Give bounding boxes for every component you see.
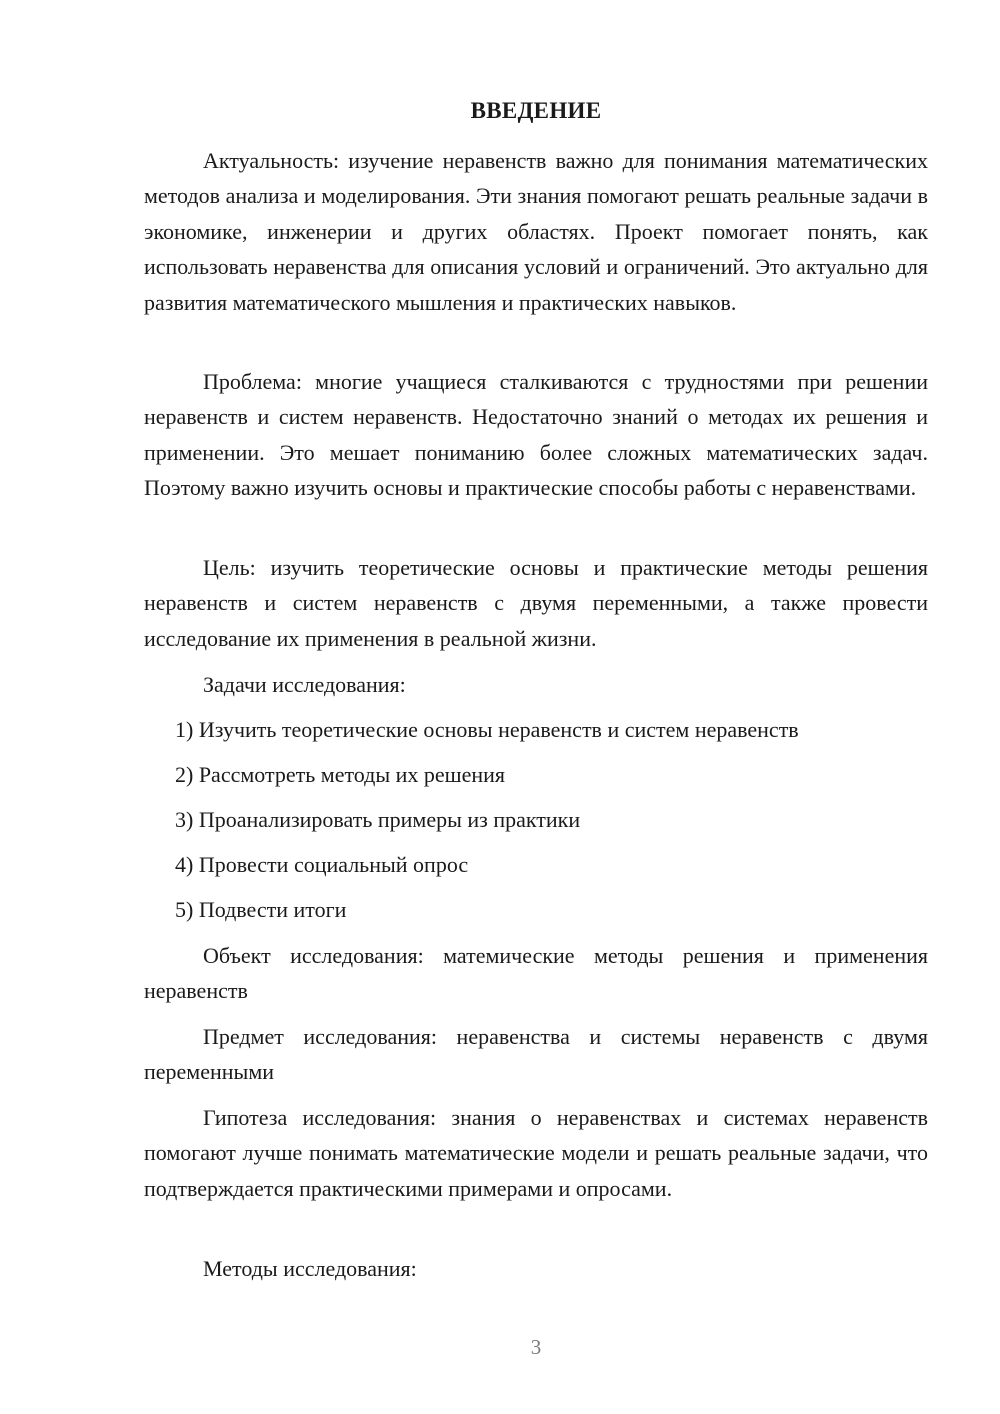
- task-item-3: 3) Проанализировать примеры из практики: [175, 807, 581, 832]
- methods-heading: Методы исследования:: [203, 1256, 417, 1281]
- paragraph-subject: Предмет исследования: неравенства и системы неравенств с двумя переменными: [144, 1024, 928, 1085]
- task-item-2: 2) Рассмотреть методы их решения: [175, 762, 506, 787]
- task-item-1: 1) Изучить теоретические основы неравенств и систем неравенств: [175, 717, 799, 742]
- tasks-heading: Задачи исследования:: [203, 672, 406, 697]
- paragraph-relevance: Актуальность: изучение неравенств важно для понимания математических методов анализа и моделирования. Эти знания помогают решать реальные задачи в экономике, инженерии и других областях. Проект помогает понять, как использовать неравенства для описания условий и ограничений. Это актуально для развития математического мышления и практических навыков.: [144, 148, 928, 315]
- task-item-5: 5) Подвести итоги: [175, 897, 347, 922]
- task-item-4: 4) Провести социальный опрос: [175, 852, 469, 877]
- section-title: ВВЕДЕНИЕ: [470, 98, 602, 123]
- paragraph-hypothesis: Гипотеза исследования: знания о неравенствах и системах неравенств помогают лучше понимать математические модели и решать реальные задачи, что подтверждается практическими примерами и опросами.: [144, 1105, 928, 1201]
- page-number: 3: [530, 1335, 542, 1359]
- paragraph-problem: Проблема: многие учащиеся сталкиваются с трудностями при решении неравенств и систем неравенств. Недостаточно знаний о методах их решения и применении. Это мешает пониманию более сложных математических задач. Поэтому важно изучить основы и практические способы работы с неравенствами.: [144, 369, 928, 501]
- paragraph-object: Объект исследования: матемические методы решения и применения неравенств: [144, 943, 928, 1004]
- paragraph-goal: Цель: изучить теоретические основы и практические методы решения неравенств и систем неравенств с двумя переменными, а также провести исследование их применения в реальной жизни.: [144, 555, 928, 651]
